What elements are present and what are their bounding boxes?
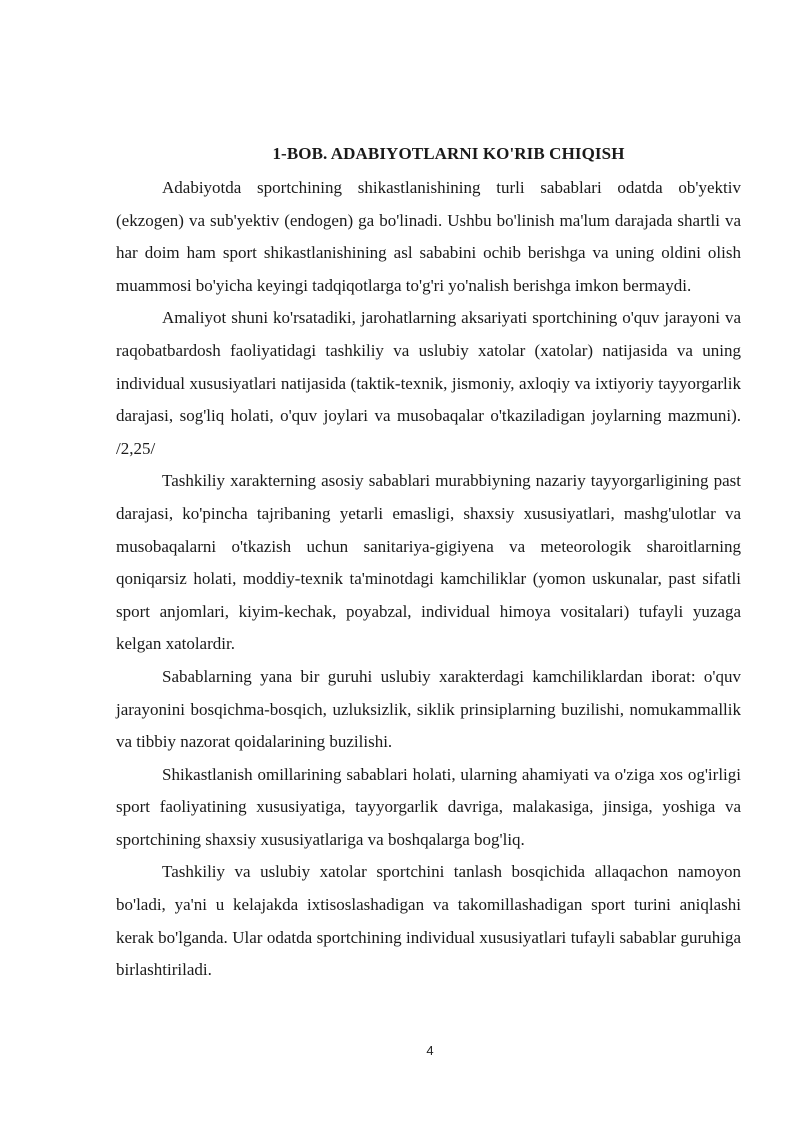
paragraph-3: Tashkiliy xarakterning asosiy sabablari murabbiyning nazariy tayyorgarligining past darajasi, ko'pincha tajribaning yetarli emasligi, shaxsiy xususiyatlari, mashg'ulotlar va musobaqalarni o'tkazish uchun sanitariya-gigiyena va meteorologik sharoitlarning qoniqarsiz holati, moddiy-texnik ta'minotdagi kamchiliklar (yomon uskunalar, past sifatli sport anjomlari, kiyim-kechak, poyabzal, individual himoya vositalari) tufayli yuzaga kelgan xatolardir. [116, 471, 741, 654]
chapter-heading: 1-BOB. ADABIYOTLARNI KO'RIB CHIQISH [272, 144, 625, 163]
paragraph-2: Amaliyot shuni ko'rsatadiki, jarohatlarning aksariyati sportchining o'quv jarayoni va raqobatbardosh faoliyatidagi tashkiliy va uslubiy xatolar (xatolar) natijasida va uning individual xususiyatlari natijasida (taktik-texnik, jismoniy, axloqiy va ixtiyoriy tayyorgarlik darajasi, sog'liq holati, o'quv joylari va musobaqalar o'tkaziladigan joylarning mazmuni). /2,25/ [116, 308, 741, 458]
paragraph-1: Adabiyotda sportchining shikastlanishining turli sabablari odatda ob'yektiv (ekzogen) va sub'yektiv (endogen) ga bo'linadi. Ushbu bo'linish ma'lum darajada shartli va har doim ham sport shikastlanishining asl sababini ochib berishga va uning oldini olish muammosi bo'yicha keyingi tadqiqotlarga to'g'ri yo'nalish berishga imkon bermaydi. [116, 178, 741, 295]
paragraph-5: Shikastlanish omillarining sabablari holati, ularning ahamiyati va o'ziga xos og'irligi sport faoliyatining xususiyatiga, tayyorgarlik davriga, malakasiga, jinsiga, yoshiga va sportchining shaxsiy xususiyatlariga va boshqalarga bog'liq. [116, 764, 741, 849]
page-number: 4 [426, 1043, 434, 1058]
body-text [116, 172, 741, 987]
paragraph-6: Tashkiliy va uslubiy xatolar sportchini tanlash bosqichida allaqachon namoyon bo'ladi, ya'ni u kelajakda ixtisoslashadigan va takomillashadigan sport turini aniqlashi kerak bo'lganda. Ular odatda sportchining individual xususiyatlari tufayli sabablar guruhiga birlashtiriladi. [116, 862, 741, 980]
paragraph-4: Sabablarning yana bir guruhi uslubiy xarakterdagi kamchiliklardan iborat: o'quv jarayonini bosqichma-bosqich, uzluksizlik, siklik prinsiplarning buzilishi, nomukammallik va tibbiy nazorat qoidalarining buzilishi. [116, 666, 741, 752]
